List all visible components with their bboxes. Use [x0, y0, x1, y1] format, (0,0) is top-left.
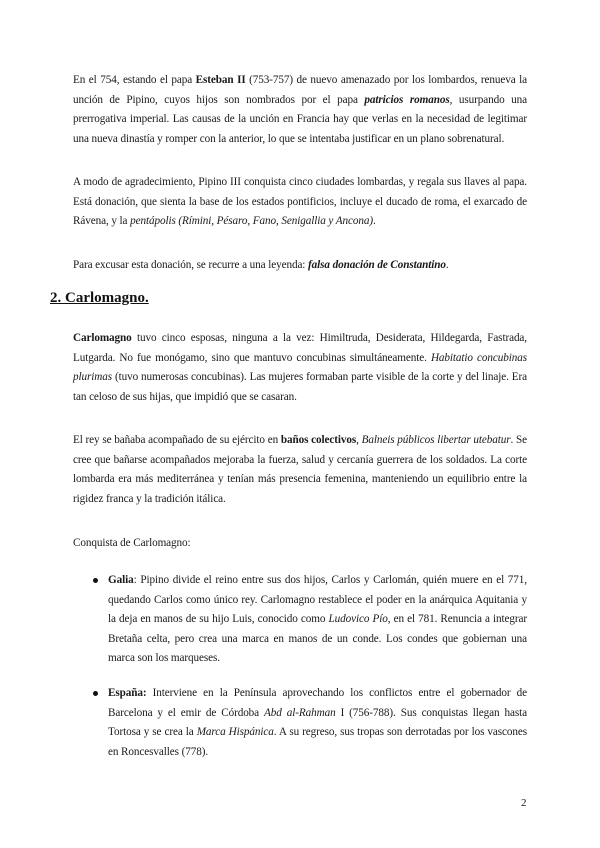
- paragraph-donacion: [73, 173, 527, 232]
- italic-term-marca-hispanica: Marca Hispánica: [196, 726, 274, 739]
- bold-term-esteban: Esteban II: [195, 74, 246, 86]
- paragraph-banos: [73, 431, 527, 509]
- text: .: [372, 215, 376, 228]
- text: Interviene en la Península aprovechando los conflictos entre el gobernador de Barcelona y el emir de Córdoba: [108, 687, 527, 719]
- paragraph-conquista-intro: Conquista de Carlomagno:: [73, 537, 191, 549]
- italic-term-habitatio: Habitatio concubinas plurimas: [73, 351, 528, 384]
- italic-term-ludovico: Ludovico Pío: [328, 613, 388, 626]
- bold-italic-term-constantino: falsa donación de Constantino: [308, 259, 446, 271]
- section-heading: 2. Carlomagno.: [50, 290, 149, 306]
- text: (753-757) de nuevo amenazado por los lombardos, renueva la unción de Pipino, cuyos hijos son nombrados por el papa: [73, 74, 527, 106]
- text: En el 754, estando el papa: [73, 74, 196, 86]
- text: I (756-788). Sus conquistas llegan hasta Tortosa y se crea la: [108, 706, 527, 739]
- bold-term-banos: baños colectivos: [280, 434, 357, 446]
- text: .: [445, 259, 449, 271]
- list-item-galia: [108, 571, 527, 669]
- text: . Se cree que bañarse acompañados mejoraba la fuerza, salud y cercanía guerrera de los soldados. La corte lombarda era más mediterránea y tenían más presencia femenina, manteniendo un equilibrio entre la rigidez franca y la tradición itálica.: [73, 434, 528, 505]
- text: El rey se bañaba acompañado de su ejército en: [73, 434, 281, 446]
- text: (tuvo numerosas concubinas). Las mujeres formaban parte visible de la corte y del linaje. Era tan celoso de sus hijas, que impidió que se casaran.: [73, 371, 527, 403]
- text: A modo de agradecimiento, Pipino III conquista cinco ciudades lombardas, y regala sus llaves al papa. Está donación, que sienta la base de los estados pontificios, incluye el ducado de roma, el exarcado de Rávena, y la: [73, 176, 527, 228]
- bold-term-espana: España:: [108, 687, 147, 699]
- bold-term-galia: Galia: [108, 574, 134, 586]
- text: , en el 781. Renuncia a integrar Bretaña celta, pero crea una marca en manos de un conde. Los condes que gobiernan una marca son los marqueses.: [108, 613, 527, 665]
- list-item-espana: [108, 684, 527, 762]
- text: tuvo cinco esposas, ninguna a la vez: Himiltruda, Desiderata, Hildegarda, Fastrada, Lutgarda. No fue monógamo, sino que mantuvo concubinas simultáneamente.: [73, 332, 527, 364]
- page-number: 2: [521, 797, 527, 809]
- text: , usurpando una prerrogativa imperial. Las causas de la unción en Francia hay que verlas en la necesidad de legitimar una nueva dinastía y romper con la anterior, lo que se intentaba justificar en un plano sobrenatural.: [73, 93, 527, 145]
- bullet-icon: [93, 578, 98, 583]
- paragraph-esposas: [73, 329, 527, 407]
- text: : Pipino divide el reino entre sus dos hijos, Carlos y Carlomán, quién muere en el 771, quedando Carlos como único rey. Carlomagno restablece el poder en la anárquica Aquitania y la deja en manos de su hijo Luis, conocido como: [108, 574, 527, 626]
- italic-term-abd-al-rahman: Abd al-Rahman: [264, 706, 336, 719]
- bold-term-carlomagno: Carlomagno: [73, 332, 132, 344]
- text: Para excusar esta donación, se recurre a una leyenda:: [73, 259, 309, 271]
- italic-term-pentapolis: pentápolis (Rímini, Pésaro, Fano, Senigallia y Ancona): [130, 215, 373, 228]
- paragraph-leyenda: [73, 256, 527, 276]
- bullet-icon: [93, 691, 98, 696]
- text: . A su regreso, sus tropas son derrotadas por los vascones en Roncesvalles (778).: [108, 726, 527, 758]
- paragraph-uncion-pipino: [73, 71, 527, 149]
- italic-term-balneis: Balneis públicos libertar utebatur: [361, 434, 511, 446]
- bold-italic-term-patricios: patricios romanos: [364, 93, 450, 106]
- text: ,: [356, 434, 362, 446]
